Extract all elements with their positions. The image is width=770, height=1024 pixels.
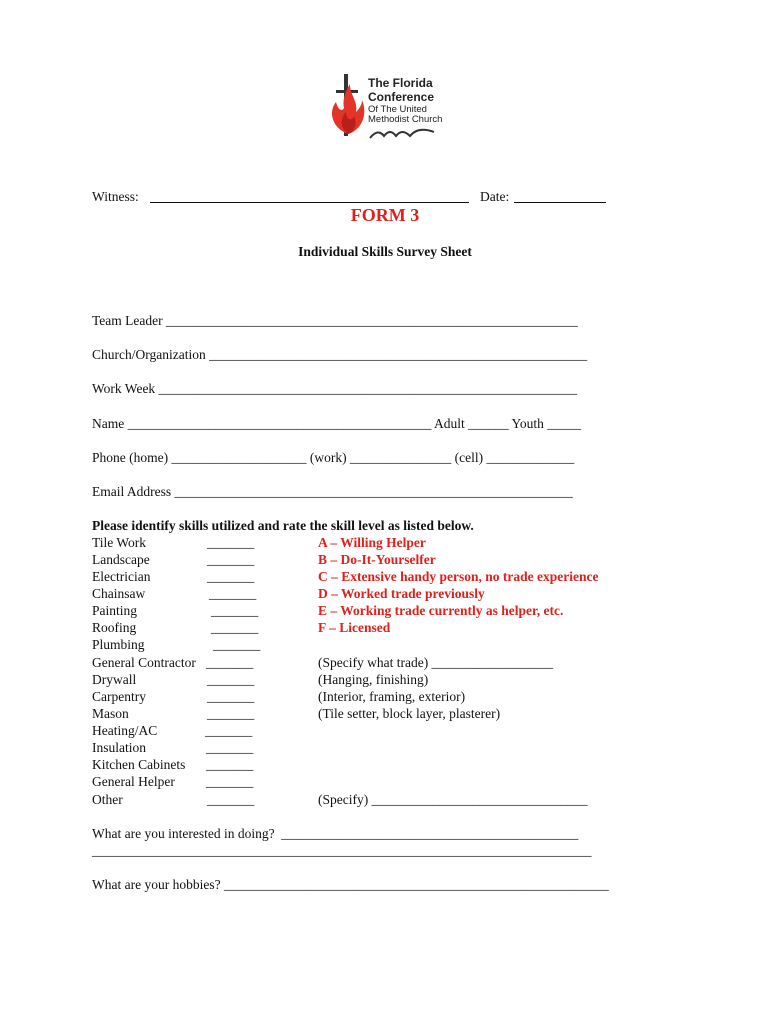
- skill-blank[interactable]: _______: [206, 655, 254, 670]
- skill-blank[interactable]: _______: [205, 723, 253, 738]
- mason-note: (Tile setter, block layer, plasterer): [318, 706, 501, 721]
- level-c: C – Extensive handy person, no trade experience: [318, 569, 599, 584]
- skill-name: General Helper: [92, 774, 175, 789]
- hobbies-field[interactable]: What are your hobbies? _________________________________________________________: [92, 877, 609, 892]
- logo-line3: Of The United: [368, 104, 427, 115]
- skill-blank[interactable]: _______: [207, 569, 255, 584]
- specify-trade-field[interactable]: (Specify what trade) __________________: [318, 655, 554, 670]
- email-field[interactable]: Email Address ___________________________________________________________: [92, 484, 573, 499]
- skill-name: Chainsaw: [92, 586, 146, 601]
- skill-blank[interactable]: _______: [206, 740, 254, 755]
- skill-name: Mason: [92, 706, 129, 721]
- skill-blank[interactable]: _______: [207, 792, 255, 807]
- skill-name: Tile Work: [92, 535, 147, 550]
- level-f: F – Licensed: [318, 620, 391, 635]
- interest-line[interactable]: __________________________________________________________________________: [92, 843, 592, 858]
- witness-label: Witness:: [92, 189, 139, 204]
- skill-name: Drywall: [92, 672, 137, 687]
- date-label: Date:: [480, 189, 510, 204]
- skill-blank[interactable]: _______: [206, 757, 254, 772]
- logo-line4: Methodist Church: [368, 114, 443, 125]
- skill-blank[interactable]: _______: [207, 552, 255, 567]
- skill-name: Heating/AC: [92, 723, 158, 738]
- church-field[interactable]: Church/Organization ________________________________________________________: [92, 347, 588, 362]
- skill-blank[interactable]: _______: [207, 706, 255, 721]
- skill-blank[interactable]: _______: [213, 637, 261, 652]
- skill-name: Other: [92, 792, 123, 807]
- skill-name: Electrician: [92, 569, 151, 584]
- skill-blank[interactable]: _______: [211, 603, 259, 618]
- waves-icon: [368, 126, 438, 142]
- logo-line1: The Florida: [368, 76, 433, 90]
- skill-blank[interactable]: _______: [207, 535, 255, 550]
- skill-name: Kitchen Cabinets: [92, 757, 186, 772]
- skill-blank[interactable]: _______: [207, 689, 255, 704]
- specify-other-field[interactable]: (Specify) ________________________________: [318, 792, 588, 807]
- conference-logo: [328, 72, 443, 145]
- skill-name: General Contractor: [92, 655, 196, 670]
- skill-blank[interactable]: _______: [207, 672, 255, 687]
- drywall-note: (Hanging, finishing): [318, 672, 429, 687]
- work-week-field[interactable]: Work Week ______________________________________________________________: [92, 381, 578, 396]
- skill-name: Painting: [92, 603, 138, 618]
- skill-name: Carpentry: [92, 689, 146, 704]
- carpentry-note: (Interior, framing, exterior): [318, 689, 466, 704]
- subtitle: Individual Skills Survey Sheet: [298, 244, 472, 259]
- skill-blank[interactable]: _______: [211, 620, 259, 635]
- cross-and-flame-icon: [328, 72, 368, 140]
- phone-field[interactable]: Phone (home) ____________________ (work) _______________ (cell) _____________: [92, 450, 575, 465]
- form-title: FORM 3: [350, 205, 420, 225]
- level-b: B – Do-It-Yourselfer: [318, 552, 436, 567]
- instructions: Please identify skills utilized and rate the skill level as listed below.: [92, 518, 474, 533]
- name-field[interactable]: Name _____________________________________________ Adult ______ Youth _____: [92, 416, 582, 431]
- skill-name: Roofing: [92, 620, 137, 635]
- witness-field[interactable]: [150, 202, 469, 203]
- skill-name: Landscape: [92, 552, 150, 567]
- skill-name: Insulation: [92, 740, 146, 755]
- logo-line2: Conference: [368, 90, 435, 104]
- skill-blank[interactable]: _______: [209, 586, 257, 601]
- level-e: E – Working trade currently as helper, etc.: [318, 603, 564, 618]
- level-d: D – Worked trade previously: [318, 586, 485, 601]
- interest-field[interactable]: What are you interested in doing? ____________________________________________: [92, 826, 579, 841]
- date-field[interactable]: [514, 202, 606, 203]
- level-a: A – Willing Helper: [318, 535, 426, 550]
- team-leader-field[interactable]: Team Leader _____________________________________________________________: [92, 313, 578, 328]
- skill-name: Plumbing: [92, 637, 145, 652]
- skill-blank[interactable]: _______: [206, 774, 254, 789]
